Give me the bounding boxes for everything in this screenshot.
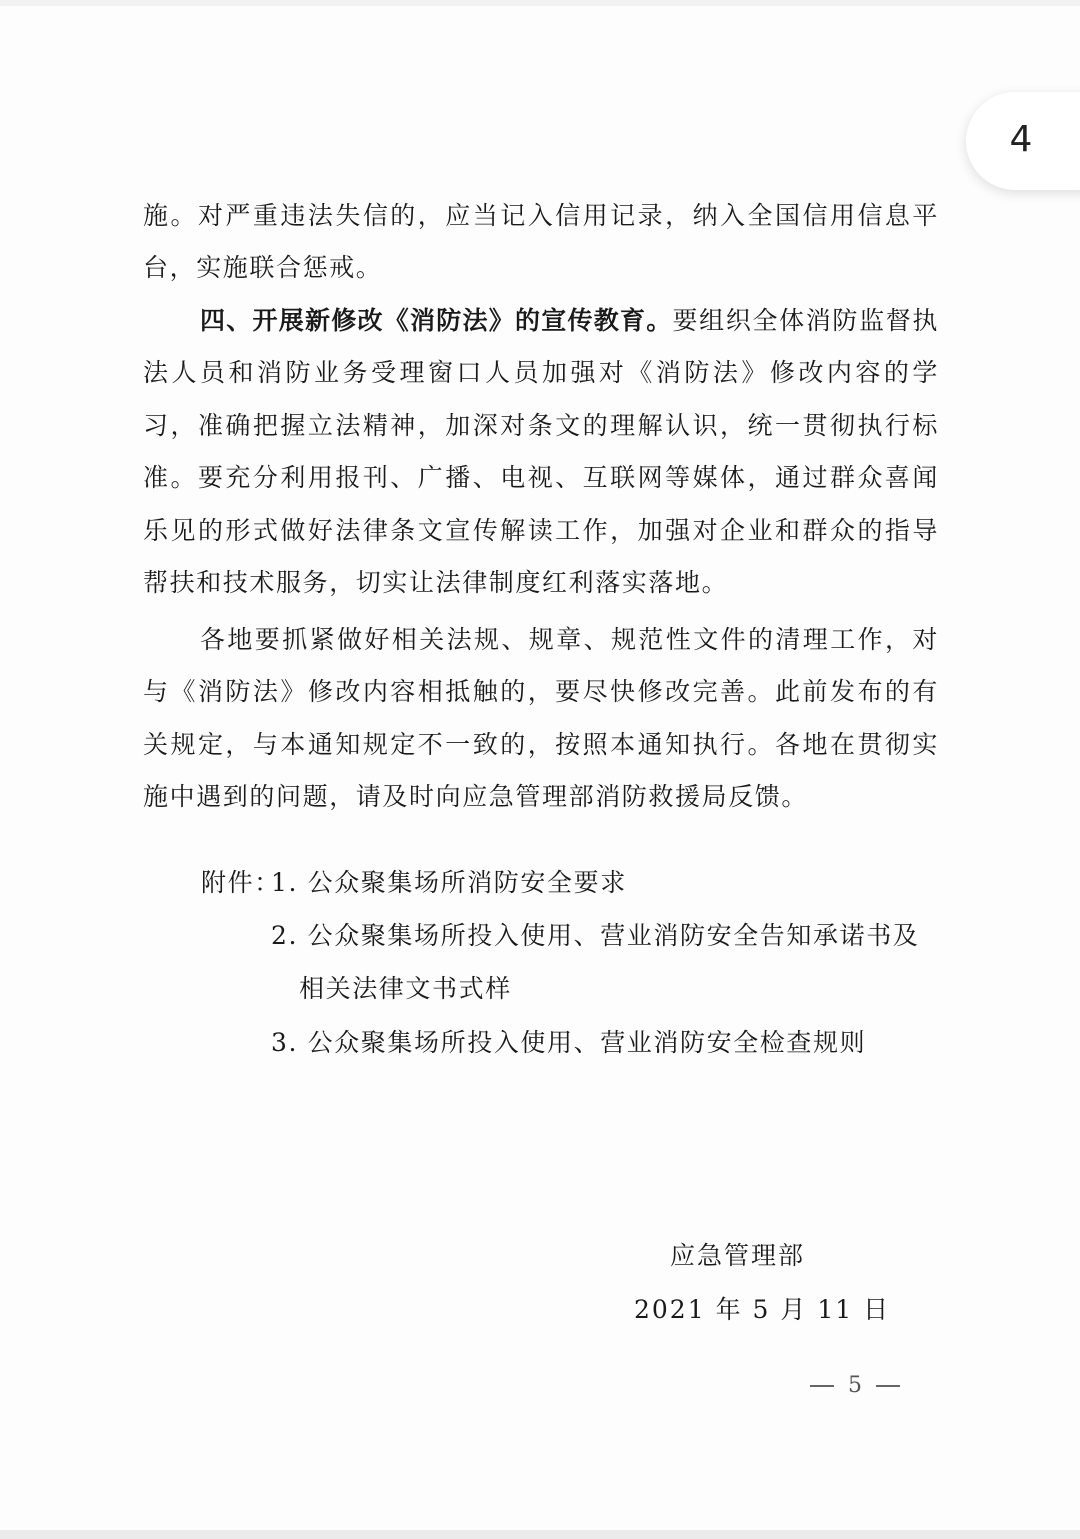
document-page — [0, 6, 1080, 1530]
attachment-item-3: 3. 公众聚集场所投入使用、营业消防安全检查规则 — [271, 1028, 867, 1057]
attachment-item-2: 2. 公众聚集场所投入使用、营业消防安全告知承诺书及 — [271, 921, 920, 950]
attachments-label: 附件： — [201, 868, 281, 897]
issuer-name: 应急管理部 — [670, 1241, 806, 1270]
dash-left — [810, 1385, 834, 1387]
page-number: 5 — [848, 1373, 862, 1398]
dash-right — [876, 1385, 900, 1387]
paragraph-cleanup — [143, 614, 939, 824]
paragraph-3-text: 各地要抓紧做好相关法规、规章、规范性文件的清理工作，对与《消防法》修改内容相抵触的，要尽快修改完善。此前发布的有关规定，与本通知规定不一致的，按照本通知执行。各地在贯彻实施中遇到的问题，请及时向应急管理部消防救援局反馈。 — [143, 625, 939, 812]
attachment-item-2-continued: 相关法律文书式样 — [299, 974, 512, 1003]
paragraph-publicity — [143, 295, 939, 609]
bottom-edge — [0, 1530, 1080, 1539]
paragraph-2-text — [143, 295, 939, 609]
paragraph-2-body: 要组织全体消防监督执法人员和消防业务受理窗口人员加强对《消防法》修改内容的学习，准确把握立法精神，加深对条文的理解认识，统一贯彻执行标准。要充分利用报刊、广播、电视、互联网等媒体，通过群众喜闻乐见的形式做好法律条文宣传解读工作，加强对企业和群众的指导帮扶和技术服务，切实让法律制度红利落实落地。 — [143, 306, 939, 598]
paragraph-1-text: 施。对严重违法失信的，应当记入信用记录，纳入全国信用信息平台，实施联合惩戒。 — [143, 201, 939, 283]
page-indicator-number: 4 — [1009, 119, 1033, 160]
page-footer — [810, 1372, 900, 1400]
attachment-item-1: 1. 公众聚集场所消防安全要求 — [271, 868, 627, 897]
paragraph-continuation — [143, 190, 939, 295]
issue-date: 2021 年 5 月 11 日 — [634, 1295, 891, 1324]
section-heading: 四、开展新修改《消防法》的宣传教育。 — [200, 306, 673, 335]
